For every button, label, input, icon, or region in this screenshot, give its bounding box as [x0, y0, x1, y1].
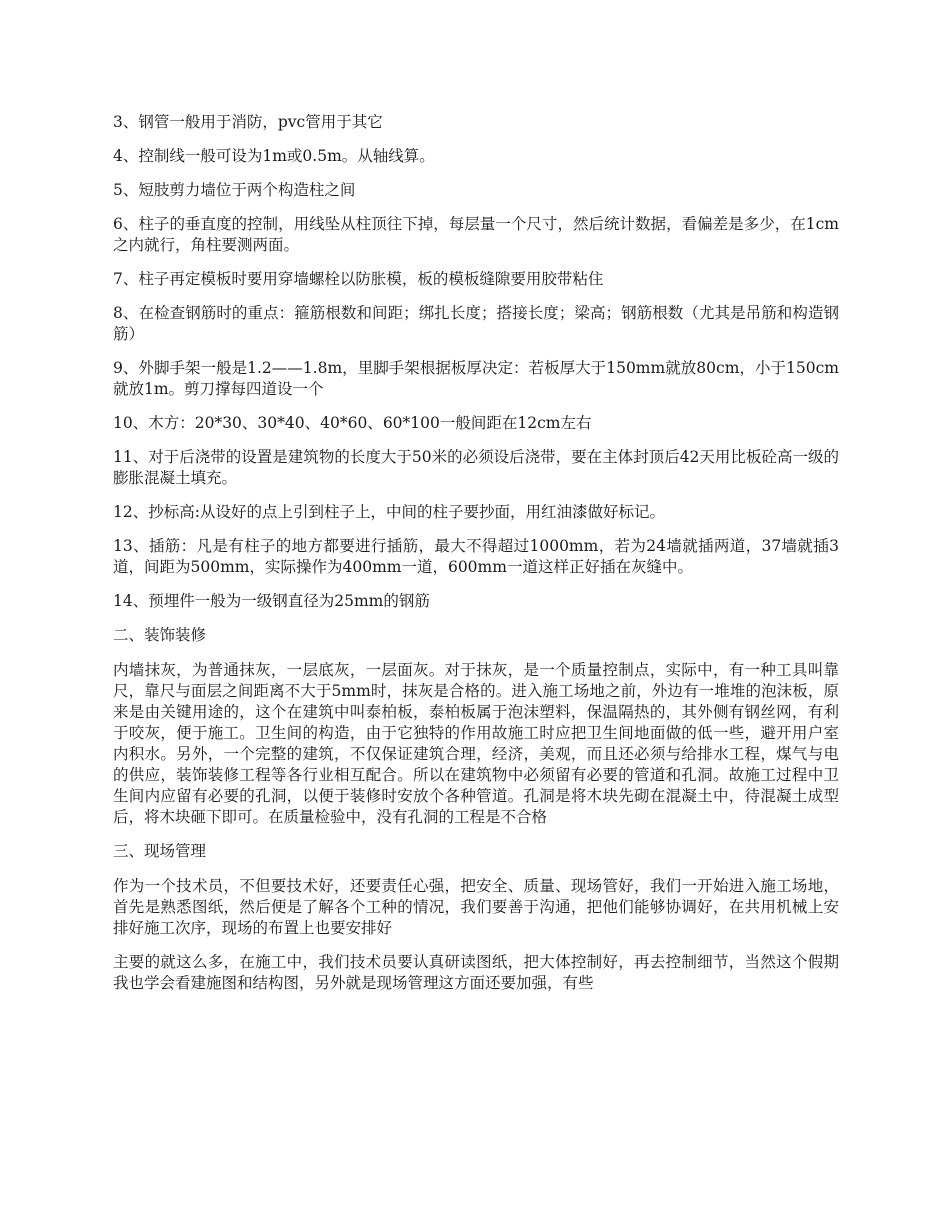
paragraph-item-9: 9、外脚手架一般是1.2——1.8m，里脚手架根据板厚决定：若板厚大于150mm就放80cm，小于150cm就放1m。剪刀撑每四道设一个 [113, 359, 839, 398]
paragraph-item-3: 3、钢管一般用于消防，pvc管用于其它 [113, 113, 383, 131]
paragraph-item-11: 11、对于后浇带的设置是建筑物的长度大于50米的必须设后浇带，要在主体封顶后42天用比板砼高一级的膨胀混凝土填充。 [113, 448, 839, 487]
paragraph-site-management-body: 作为一个技术员，不但要技术好，还要责任心强，把安全、质量、现场管好，我们一开始进入施工场地，首先是熟悉图纸，然后便是了解各个工种的情况，我们要善于沟通，把他们能够协调好，在共用机械上安排好施工次序，现场的布置上也要安排好 [113, 877, 839, 937]
section-heading-decoration: 二、装饰装修 [113, 626, 207, 644]
paragraph-item-7: 7、柱子再定模板时要用穿墙螺栓以防胀模，板的模板缝隙要用胶带粘住 [113, 270, 604, 288]
paragraph-summary: 主要的就这么多，在施工中，我们技术员要认真研读图纸，把大体控制好，再去控制细节，当然这个假期我也学会看建施图和结构图，另外就是现场管理这方面还要加强，有些 [113, 953, 839, 992]
paragraph-item-10: 10、木方：20*30、30*40、40*60、60*100一般间距在12cm左右 [113, 414, 592, 432]
document-body [113, 112, 839, 1007]
paragraph-item-14: 14、预埋件一般为一级钢直径为25mm的钢筋 [113, 592, 430, 610]
section-heading-site-management: 三、现场管理 [113, 842, 207, 860]
paragraph-item-12: 12、抄标高:从设好的点上引到柱子上，中间的柱子要抄面，用红油漆做好标记。 [113, 503, 665, 521]
paragraph-item-6: 6、柱子的垂直度的控制，用线坠从柱顶往下掉，每层量一个尺寸，然后统计数据，看偏差是多少，在1cm之内就行，角柱要测两面。 [113, 215, 839, 254]
paragraph-decoration-body: 内墙抹灰，为普通抹灰，一层底灰，一层面灰。对于抹灰，是一个质量控制点，实际中，有一种工具叫靠尺，靠尺与面层之间距离不大于5mm时，抹灰是合格的。进入施工场地之前，外边有一堆堆的泡沫板，原来是由关键用途的，这个在建筑中叫泰柏板，泰柏板属于泡沫塑料，保温隔热的，其外侧有钢丝网，有利于咬灰，便于施工。卫生间的构造，由于它独特的作用故施工时应把卫生间地面做的低一些，避开用户室内积水。另外，一个完整的建筑，不仅保证建筑合理，经济，美观，而且还必须与给排水工程，煤气与电的供应，装饰装修工程等各行业相互配合。所以在建筑物中必须留有必要的管道和孔洞。故施工过程中卫生间内应留有必要的孔洞，以便于装修时安放个各种管道。孔洞是将木块先砌在混凝土中，待混凝土成型后，将木块砸下即可。在质量检验中，没有孔洞的工程是不合格 [113, 661, 839, 826]
paragraph-item-5: 5、短肢剪力墙位于两个构造柱之间 [113, 181, 356, 199]
paragraph-item-8: 8、在检查钢筋时的重点：箍筋根数和间距；绑扎长度；搭接长度；梁高；钢筋根数（尤其是吊筋和构造钢筋） [113, 304, 839, 343]
paragraph-item-4: 4、控制线一般可设为1m或0.5m。从轴线算。 [113, 147, 435, 165]
paragraph-item-13: 13、插筋：凡是有柱子的地方都要进行插筋，最大不得超过1000mm，若为24墙就插两道，37墙就插3道，间距为500mm，实际操作为400mm一道，600mm一道这样正好插在灰缝中。 [113, 537, 839, 576]
